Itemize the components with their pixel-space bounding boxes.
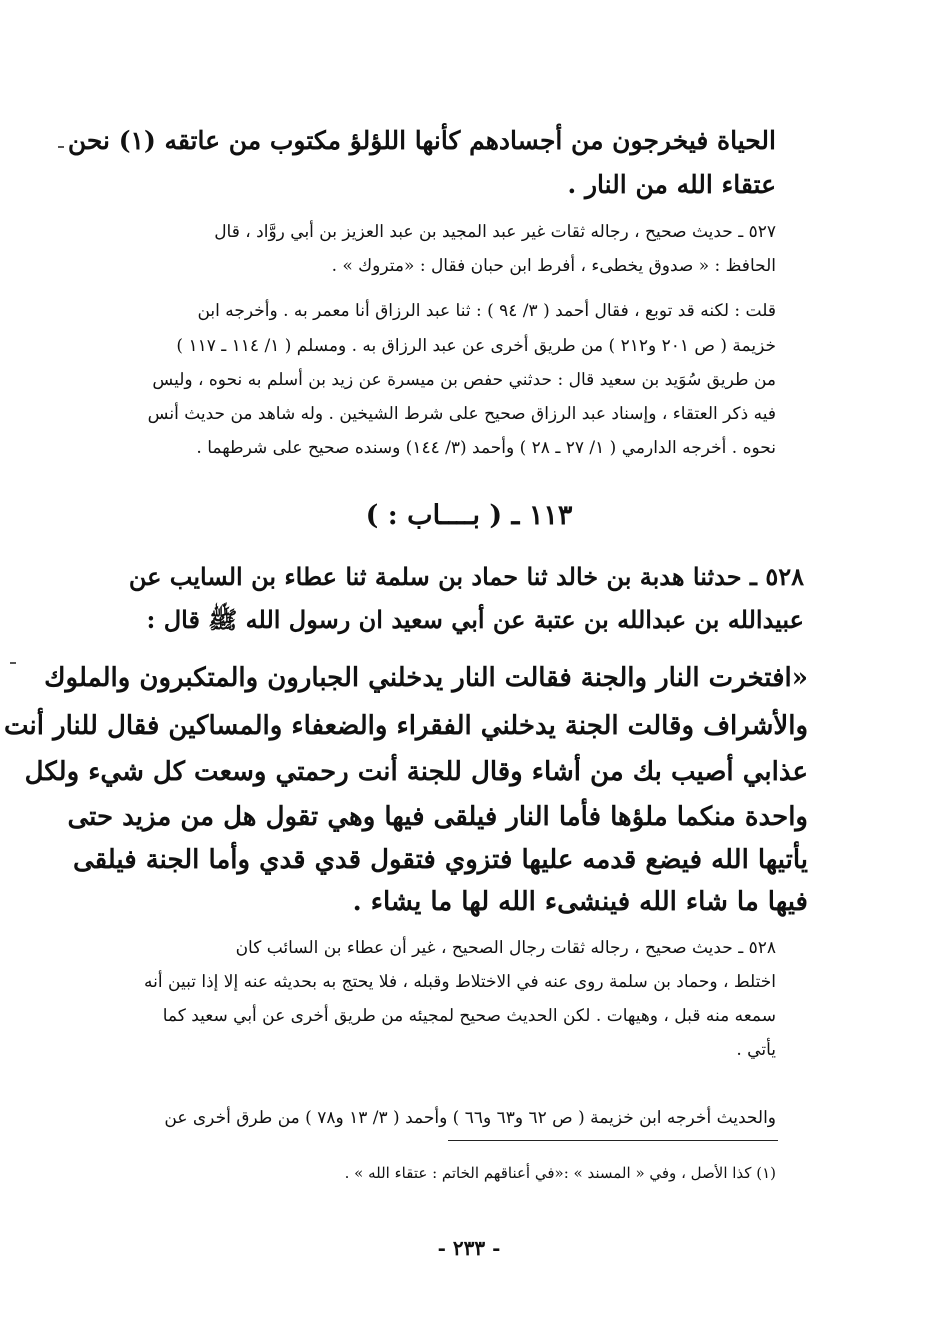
note-line: الحافظ : « صدوق يخطىء ، أفرط ابن حبان فقال : «متروك » . (331, 256, 776, 276)
hadith-line: فيها ما شاء الله فينشىء الله لها ما يشاء . (352, 887, 808, 917)
hadith-line: عذابي أصيب بك من أشاء وقال للجنة أنت رحمتي وسعت كل شيء ولكل (24, 757, 808, 787)
hadith-line: يأتيها الله فيضع قدمه عليها فتزوي فتقول قدي قدي وأما الجنة فيلقى (72, 845, 808, 875)
scan-speck (58, 146, 64, 148)
hadith-line: والأشراف وقالت الجنة يدخلني الفقراء والضعفاء والمساكين فقال للنار أنت (4, 711, 808, 741)
note-line: ٥٢٧ ـ حديث صحيح ، رجاله ثقات غير عبد المجيد بن عبد العزيز بن أبي روَّاد ، قال (214, 222, 776, 242)
note-line: ٥٢٨ ـ حديث صحيح ، رجاله ثقات رجال الصحيح ، غير أن عطاء بن السائب كان (235, 938, 776, 958)
isnad-line: ٥٢٨ ـ حدثنا هدبة بن خالد ثنا حماد بن سلمة ثنا عطاء بن السايب عن (128, 562, 804, 591)
chapter-heading: ١١٣ ـ ( بــــاب : ) (365, 500, 573, 531)
text-line: الحياة فيخرجون من أجسادهم كأنها اللؤلؤ مكتوب من عاتقه (١) نحن (67, 126, 776, 155)
page-number: - ٢٣٣ - (437, 1236, 501, 1260)
note-line: من طريق سُوَيد بن سعيد قال : حدثني حفص بن ميسرة عن زيد بن أسلم به نحوه ، وليس (152, 370, 776, 390)
scan-speck (10, 662, 16, 664)
note-line: قلت : لكنه قد توبع ، فقال أحمد ( ٣/ ٩٤ ) : ثنا عبد الرزاق أنا معمر به . وأخرجه ابن (197, 301, 776, 321)
text-line: عتقاء الله من النار . (567, 170, 776, 199)
note-line: خزيمة ( ص ٢٠١ و٢١٢ ) من طريق أخرى عن عبد الرزاق به . ومسلم ( ١/ ١١٤ ـ ١١٧ ) (176, 336, 776, 356)
note-line: نحوه . أخرجه الدارمي ( ١/ ٢٧ ـ ٢٨ ) وأحمد (٣/ ١٤٤) وسنده صحيح على شرطهما . (196, 438, 776, 458)
note-line: فيه ذكر العتقاء ، وإسناد عبد الرزاق صحيح على شرط الشيخين . وله شاهد من حديث أنس (147, 404, 776, 424)
footnote: (١) كذا الأصل ، وفي « المسند » :«في أعناقهم الخاتم : عتقاء الله » . (344, 1164, 776, 1182)
note-line: اختلط ، وحماد بن سلمة روى عنه في الاختلاط وقبله ، فلا يحتج به بحديثه عنه إلا إذا تبين أنه (144, 972, 776, 992)
isnad-line: عبيدالله بن عبدالله بن عتبة عن أبي سعيد ان رسول الله ﷺ قال : (146, 605, 804, 634)
hadith-line: «افتخرت النار والجنة فقالت النار يدخلني الجبارون والمتكبرون والملوك (44, 663, 808, 693)
note-line: والحديث أخرجه ابن خزيمة ( ص ٦٢ و٦٣ و٦٦ ) وأحمد ( ٣/ ١٣ و٧٨ ) من طرق أخرى عن (164, 1108, 776, 1128)
hadith-line: واحدة منكما ملؤها فأما النار فيلقى فيها وهي تقول هل من مزيد حتى (67, 802, 808, 832)
note-line: يأتي . (736, 1040, 776, 1060)
note-line: سمعه منه قبل ، وهيهات . لكن الحديث صحيح لمجيئه من طريق أخرى عن أبي سعيد كما (162, 1006, 776, 1026)
footnote-separator (448, 1140, 778, 1141)
